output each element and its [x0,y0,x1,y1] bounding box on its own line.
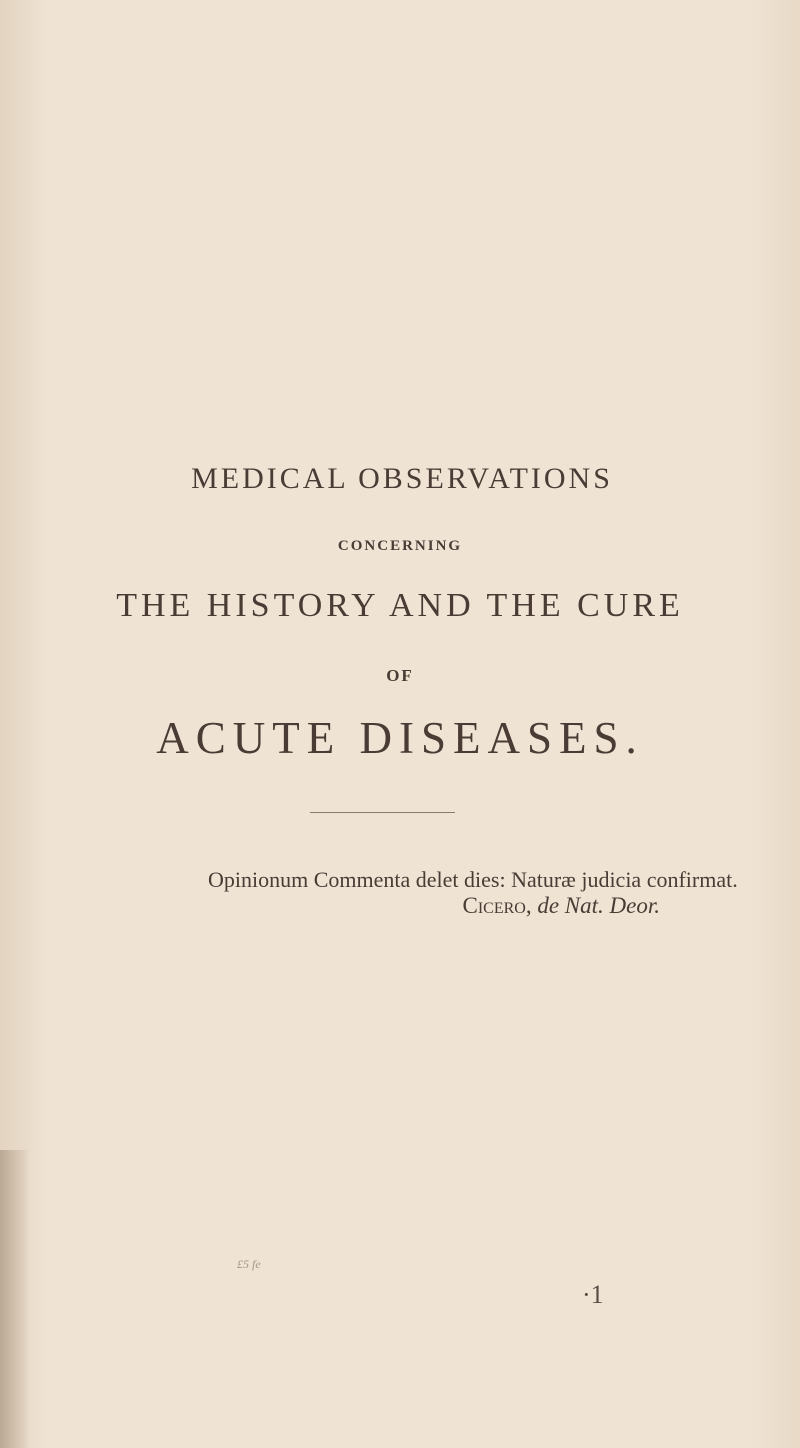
divider-rule [310,812,455,813]
page-edge-shadow [0,1150,30,1448]
title-line-concerning: CONCERNING [337,538,463,554]
page-mark: ·1 [582,1280,604,1309]
epigraph-author: Cicero [462,893,526,918]
epigraph-quote: Opinionum Commenta delet dies: Naturæ judicia confirmat. [208,867,738,892]
title-line-history-and-cure: THE HISTORY AND THE CURE [116,587,684,624]
epigraph-attribution: Cicero, de Nat. Deor. [462,893,660,918]
title-line-medical-observations: MEDICAL OBSERVATIONS [191,462,613,495]
title-line-of: OF [386,666,414,685]
title-line-acute-diseases: ACUTE DISEASES. [156,713,644,763]
pencil-note: £5 fe [237,1257,261,1271]
epigraph-source: de Nat. Deor. [537,893,660,918]
